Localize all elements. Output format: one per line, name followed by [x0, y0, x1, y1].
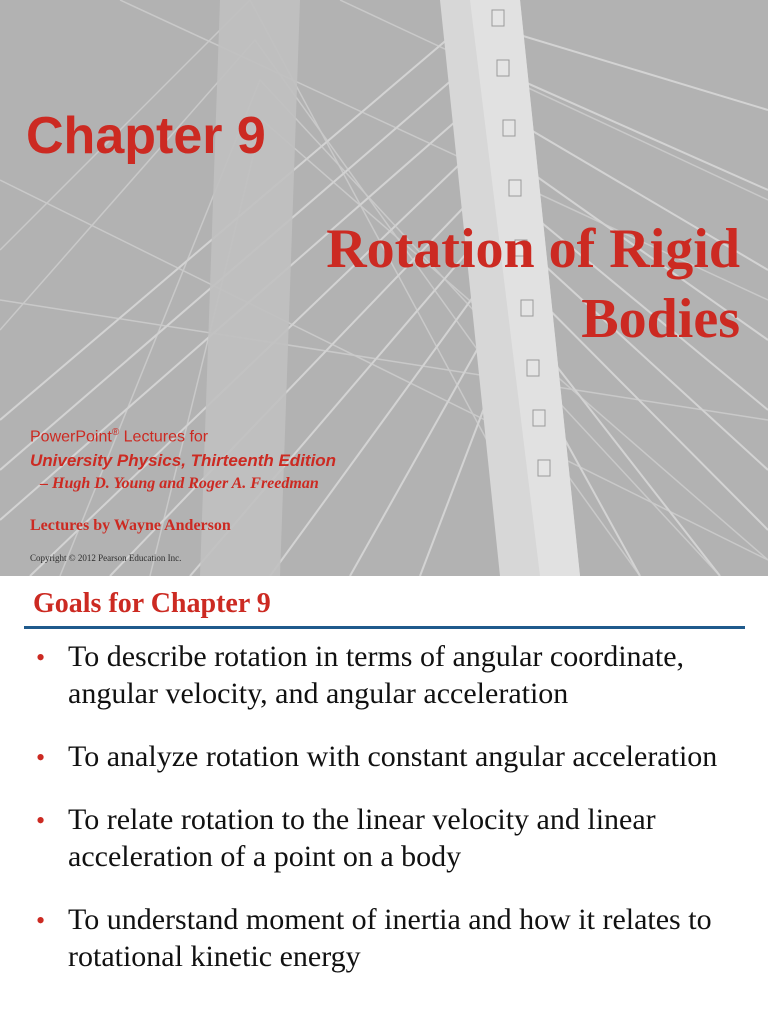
bullet-icon: • — [36, 643, 46, 672]
goal-item — [36, 738, 736, 775]
authors-line: – Hugh D. Young and Roger A. Freedman — [40, 475, 319, 492]
lecturer-line: Lectures by Wayne Anderson — [30, 517, 231, 534]
registered-mark: ® — [111, 427, 120, 438]
powerpoint-lectures-line — [30, 427, 208, 446]
goals-list — [36, 638, 736, 1001]
slide-title — [220, 214, 740, 354]
powerpoint-label: PowerPoint — [30, 428, 112, 446]
book-title: University Physics, Thirteenth Edition — [30, 451, 337, 470]
goal-item — [36, 901, 736, 975]
title-line-1: Rotation of Rigid — [326, 218, 740, 280]
heading-divider — [24, 626, 745, 629]
chapter-title: Chapter 9 — [26, 107, 266, 165]
lectures-for-label: Lectures for — [119, 428, 209, 446]
title-line-2: Bodies — [581, 288, 740, 350]
bullet-icon: • — [36, 906, 46, 935]
goals-slide — [0, 576, 768, 1024]
goal-text: To describe rotation in terms of angular coordinate, angular velocity, and angular acceleration — [68, 640, 685, 710]
goal-item — [36, 801, 736, 875]
copyright-notice: Copyright © 2012 Pearson Education Inc. — [30, 553, 182, 563]
bullet-icon: • — [36, 743, 46, 772]
goal-text: To understand moment of inertia and how it relates to rotational kinetic energy — [68, 903, 712, 973]
goal-text: To relate rotation to the linear velocity and linear acceleration of a point on a body — [68, 803, 656, 873]
goal-item — [36, 638, 736, 712]
goals-heading: Goals for Chapter 9 — [33, 588, 271, 619]
goal-text: To analyze rotation with constant angular acceleration — [68, 740, 718, 773]
bullet-icon: • — [36, 806, 46, 835]
